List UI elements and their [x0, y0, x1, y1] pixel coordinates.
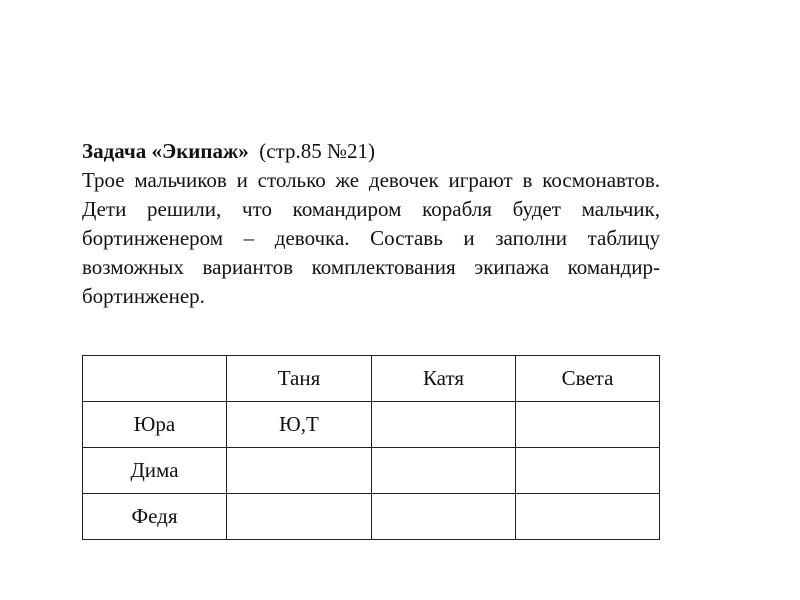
table-cell: [516, 402, 660, 448]
table-cell: [516, 494, 660, 540]
column-header-tanya: Таня: [227, 356, 372, 402]
table-row: [83, 494, 660, 540]
table-cell: [516, 448, 660, 494]
table-row: [83, 402, 660, 448]
problem-text: Трое мальчиков и столько же девочек играют в космонавтов. Дети решили, что командиром корабля будет мальчик, бортинженером – девочка. Составь и заполни таблицу возможных вариантов комплектования экипажа командир-бортинженер.: [82, 168, 660, 308]
table-cell: Ю,Т: [227, 402, 372, 448]
table-header-row: [83, 356, 660, 402]
table-cell: [227, 448, 372, 494]
table-cell: [372, 448, 516, 494]
crew-table: [82, 355, 660, 540]
column-header-sveta: Света: [516, 356, 660, 402]
problem-statement: [82, 137, 660, 311]
row-header-dima: Дима: [83, 448, 227, 494]
problem-title-bold: Задача «Экипаж»: [82, 139, 249, 163]
table-cell: [372, 402, 516, 448]
row-header-fedya: Федя: [83, 494, 227, 540]
column-header-katya: Катя: [372, 356, 516, 402]
table-row: [83, 448, 660, 494]
problem-title: [82, 137, 660, 166]
problem-page-reference: (стр.85 №21): [259, 139, 376, 163]
row-header-yura: Юра: [83, 402, 227, 448]
table-corner-cell: [83, 356, 227, 402]
table-cell: [372, 494, 516, 540]
table-cell: [227, 494, 372, 540]
